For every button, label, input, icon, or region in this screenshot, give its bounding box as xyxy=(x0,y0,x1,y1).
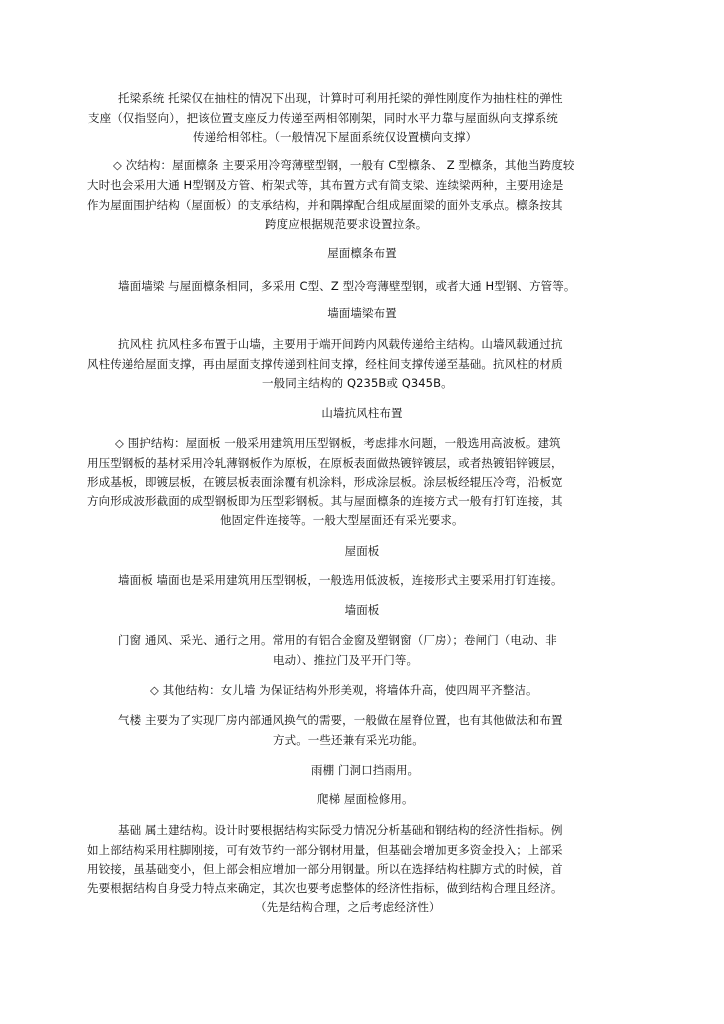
paragraph-purlin-line-3: 作为屋面围护结构（屋面板）的支承结构，并和隅撑配合组成屋面梁的面外支承点。檩条按其 xyxy=(87,198,563,212)
paragraph-canopy: 雨棚 门洞口挡雨用。 xyxy=(311,763,420,777)
paragraph-roof-panel-line-5: 他固定件连接等。一般大型屋面还有采光要求。 xyxy=(220,513,464,527)
paragraph-purlin-line-4: 跨度应根据规范要求设置拉条。 xyxy=(265,217,428,231)
paragraph-doors-windows-line-2: 电动）、推拉门及平开门等。 xyxy=(273,653,419,667)
paragraph-foundation-line-1: 基础 属土建结构。设计时要根据结构实际受力情况分析基础和钢结构的经济性指标。例 xyxy=(118,823,563,837)
paragraph-foundation-line-4: 先要根据结构自身受力特点来确定，其次也要考虑整体的经济性指标，做到结构合理且经济。 xyxy=(87,881,563,895)
paragraph-wind-column-line-1: 抗风柱 抗风柱多布置于山墙，主要用于端开间跨内风载传递给主结构。山墙风载通过抗 xyxy=(118,337,563,351)
paragraph-purlin-line-1: ◇ 次结构：屋面檩条 主要采用冷弯薄壁型钢，一般有 C型檩条、 Z 型檩条，其他当跨度较 xyxy=(113,158,575,172)
caption-roof-panel: 屋面板 xyxy=(344,544,380,558)
paragraph-foundation-line-5: （先是结构合理，之后考虑经济性） xyxy=(255,900,441,914)
paragraph-doors-windows-line-1: 门窗 通风、采光、通行之用。常用的有铝合金窗及塑钢窗（厂房）；卷闸门（电动、非 xyxy=(118,633,557,647)
paragraph-truss-system-line-3: 传递给相邻柱。（一般情况下屋面系统仅设置横向支撑） xyxy=(193,130,478,144)
paragraph-roof-panel-line-2: 用压型钢板的基材采用冷轧薄钢板作为原板，在原板表面做热镀锌镀层，或者热镀铝锌镀层， xyxy=(87,456,563,470)
paragraph-foundation-line-2: 如上部结构采用柱脚刚接，可有效节约一部分钢材用量，但基础会增加更多资金投入；上部采 xyxy=(87,843,563,857)
paragraph-roof-panel-line-1: ◇ 围护结构：屋面板 一般采用建筑用压型钢板，考虑排水问题，一般选用高波板。建筑 xyxy=(115,436,561,450)
caption-wall-girt-layout: 墙面墙梁布置 xyxy=(327,306,397,320)
paragraph-monitor-line-1: 气楼 主要为了实现厂房内部通风换气的需要，一般做在屋脊位置，也有其他做法和布置 xyxy=(118,713,563,727)
paragraph-purlin-line-2: 大时也会采用大通 H型钢及方管、桁架式等，其布置方式有简支梁、连续梁两种，主要用途是 xyxy=(87,178,564,192)
paragraph-wall-girt-line-1: 墙面墙梁 与屋面檩条相同，多采用 C型、Z 型冷弯薄壁型钢，或者大通 H型钢、方管等。 xyxy=(118,279,576,293)
paragraph-wind-column-line-2: 风柱传递给屋面支撑，再由屋面支撑传递到柱间支撑，经柱间支撑传递至基础。抗风柱的材质 xyxy=(87,357,563,371)
paragraph-monitor-line-2: 方式。一些还兼有采光功能。 xyxy=(273,733,424,747)
caption-gable-wind-column-layout: 山墙抗风柱布置 xyxy=(321,406,403,420)
paragraph-roof-panel-line-3: 形成基板，即镀层板，在镀层板表面涂覆有机涂料，形成涂层板。涂层板经辊压冷弯，沿板宽 xyxy=(87,475,563,489)
paragraph-foundation-line-3: 用铰接，虽基础变小，但上部会相应增加一部分用钢量。所以在选择结构柱脚方式的时候，首 xyxy=(87,862,563,876)
paragraph-roof-panel-line-4: 方向形成波形截面的成型钢板即为压型彩钢板。其与屋面檩条的连接方式一般有打钉连接，其 xyxy=(87,494,563,508)
caption-wall-panel: 墙面板 xyxy=(344,603,380,617)
paragraph-truss-system-line-1: 托梁系统 托梁仅在抽柱的情况下出现，计算时可利用托梁的弹性刚度作为抽柱柱的弹性 xyxy=(118,91,563,105)
caption-roof-purlin-layout: 屋面檩条布置 xyxy=(327,246,397,260)
paragraph-parapet-line-1: ◇ 其他结构：女儿墙 为保证结构外形美观，将墙体升高，使四周平齐整洁。 xyxy=(150,683,538,697)
paragraph-truss-system-line-2: 支座（仅指竖向），把该位置支座反力传递至两相邻刚架，同时水平力靠与屋面纵向支撑系统 xyxy=(88,111,558,125)
paragraph-ladder: 爬梯 屋面检修用。 xyxy=(317,792,414,806)
paragraph-wind-column-line-3: 一般同主结构的 Q235B或 Q345B。 xyxy=(262,376,453,390)
paragraph-wall-panel-line-1: 墙面板 墙面也是采用建筑用压型钢板，一般选用低波板，连接形式主要采用打钉连接。 xyxy=(118,573,563,587)
